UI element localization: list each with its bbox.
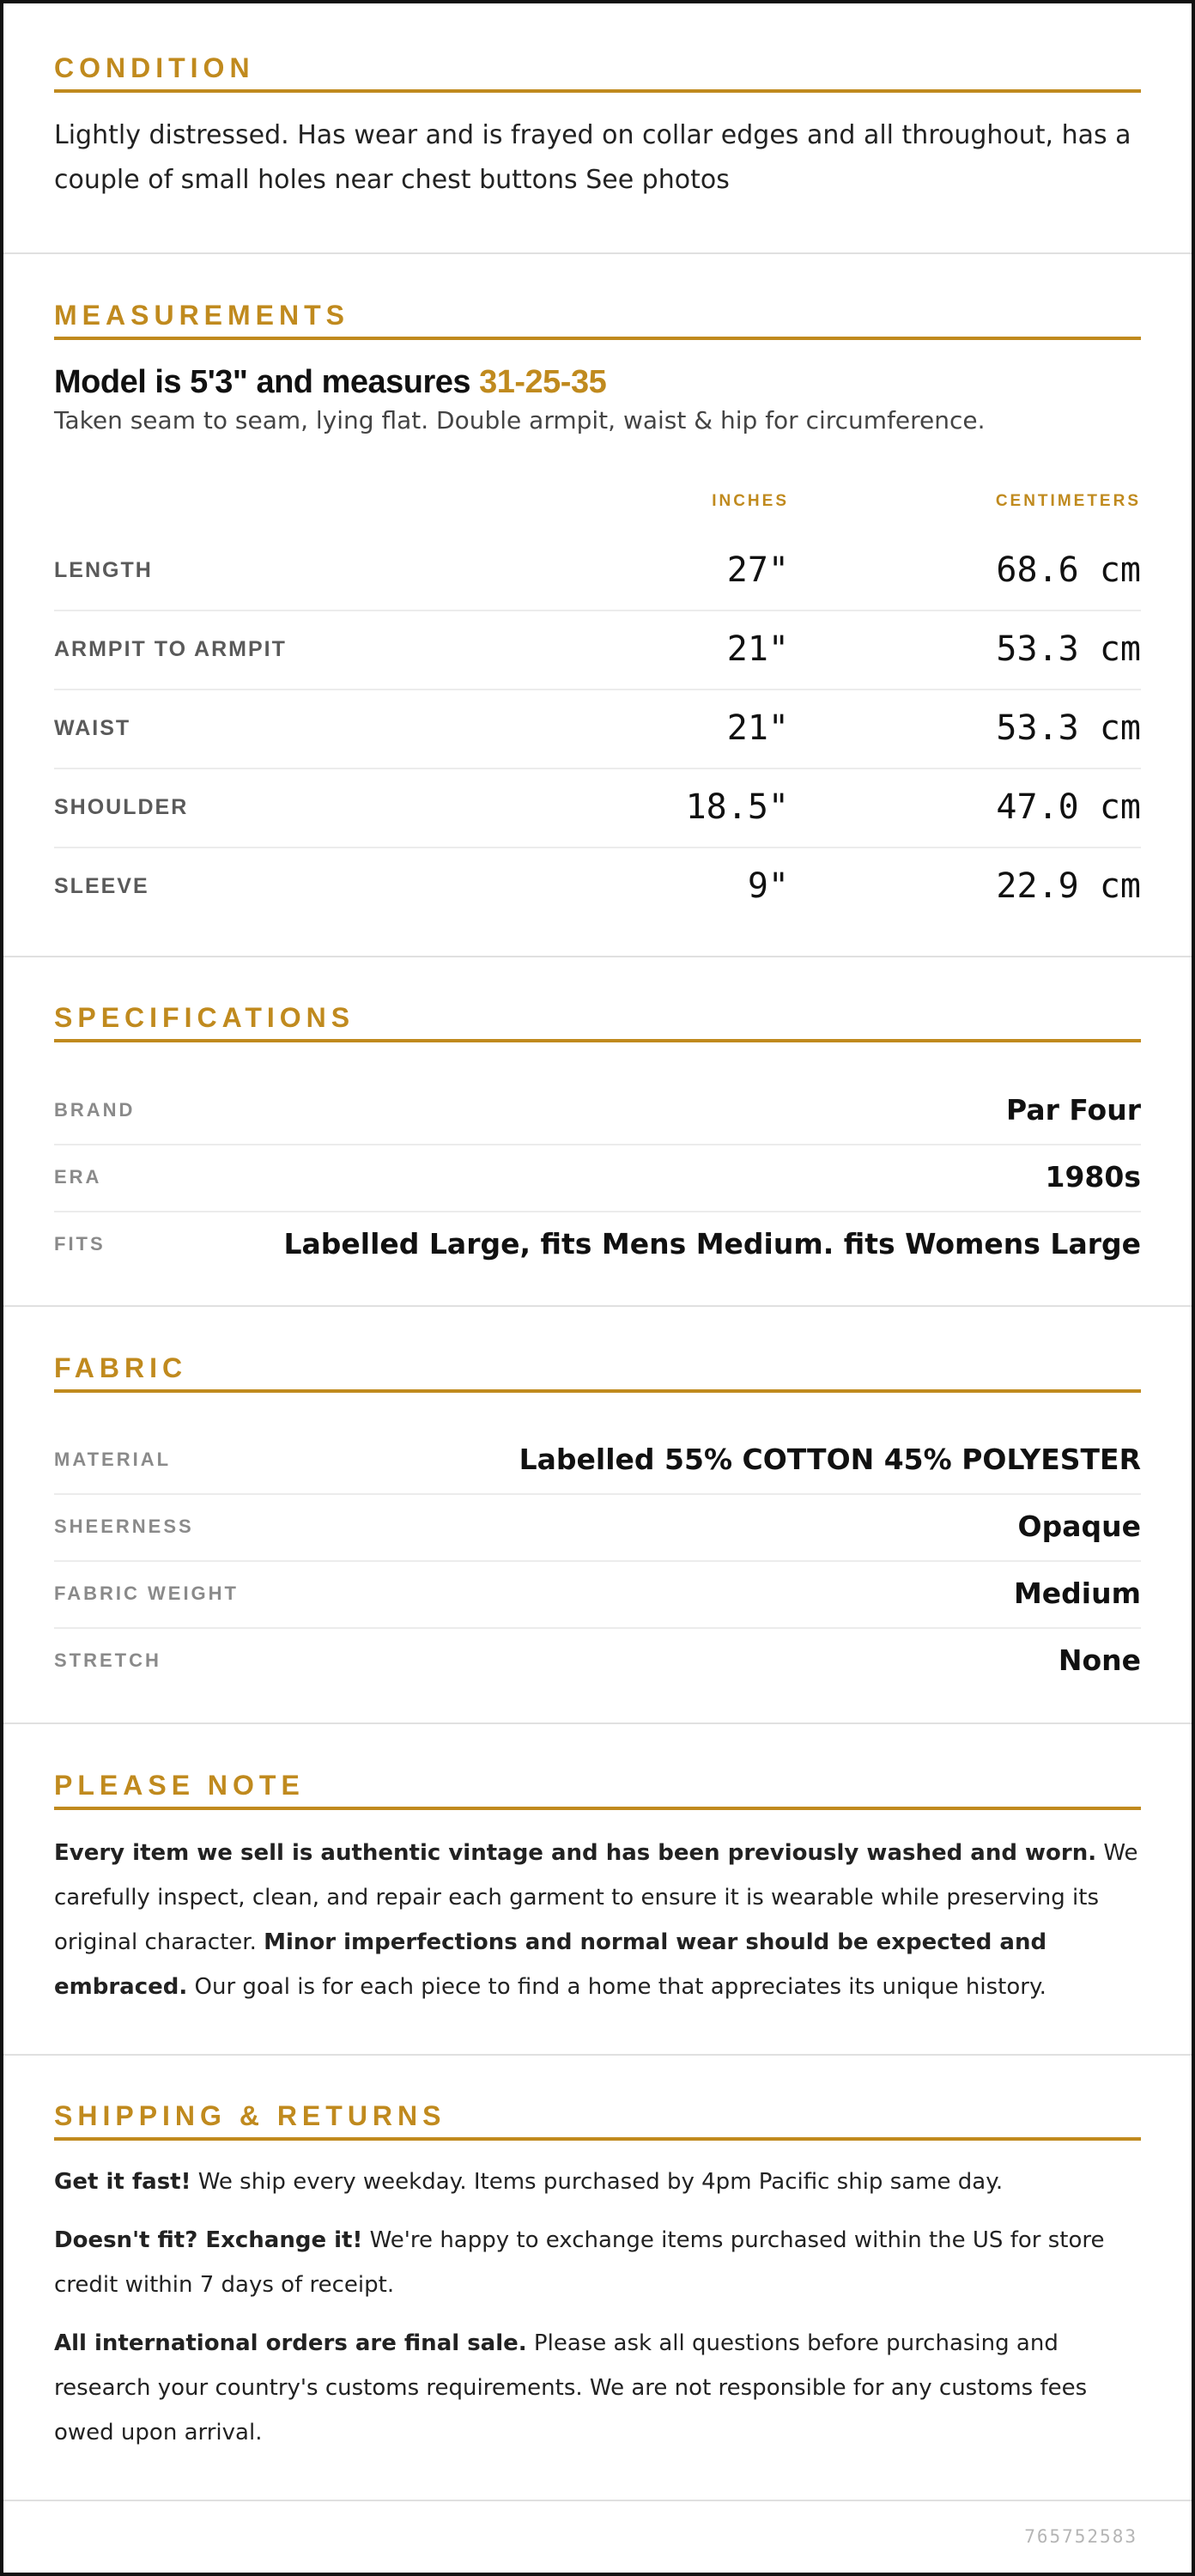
measurement-centimeters: 53.3 cm — [996, 708, 1141, 748]
spec-label: BRAND — [54, 1099, 136, 1121]
please-note-section — [3, 1764, 1192, 2009]
please-note-heading: PLEASE NOTE — [54, 1764, 1141, 1810]
measurement-inches: 18.5" — [685, 787, 789, 827]
fabric-value: Opaque — [1017, 1510, 1141, 1543]
model-measures: 31-25-35 — [479, 364, 607, 400]
measurement-inches: 9" — [747, 866, 789, 906]
spec-label: FITS — [54, 1233, 106, 1255]
please-note-text-2: Our goal is for each piece to find a home that appreciates its unique history. — [187, 1974, 1046, 2000]
measurement-inches: 27" — [726, 550, 789, 590]
fabric-value: None — [1058, 1643, 1141, 1677]
measurements-section — [3, 294, 1192, 434]
condition-heading: CONDITION — [54, 46, 1141, 93]
measurement-row-sleeve — [54, 847, 1141, 926]
fabric-row-sheerness — [54, 1493, 1141, 1562]
section-divider — [3, 956, 1192, 957]
spec-value: Labelled Large, fits Mens Medium. fits Womens Large — [283, 1227, 1141, 1261]
measurement-centimeters: 53.3 cm — [996, 629, 1141, 669]
fabric-heading: FABRIC — [54, 1346, 1141, 1393]
spec-value: Par Four — [1006, 1093, 1141, 1127]
measurement-label: ARMPIT TO ARMPIT — [54, 637, 287, 661]
measurements-note: Taken seam to seam, lying flat. Double armpit, waist & hip for circumference. — [54, 406, 986, 434]
measurement-inches: 21" — [726, 629, 789, 669]
spec-row-era — [54, 1144, 1141, 1212]
shipping-text-2: We're happy to exchange items purchased within the US for store credit within 7 days of receipt. — [54, 2227, 1105, 2298]
model-info — [54, 364, 1141, 401]
fabric-row-stretch — [54, 1627, 1141, 1694]
measurement-inches: 21" — [726, 708, 789, 748]
section-divider — [3, 1722, 1192, 1724]
section-divider — [3, 2500, 1192, 2501]
condition-section — [3, 46, 1192, 203]
fabric-label: MATERIAL — [54, 1449, 172, 1470]
shipping-heading: SHIPPING & RETURNS — [54, 2094, 1141, 2141]
fabric-row-material — [54, 1426, 1141, 1495]
please-note-text — [54, 1831, 1141, 2009]
shipping-bold-1: Get it fast! — [54, 2169, 191, 2195]
column-header-inches: INCHES — [712, 492, 789, 510]
please-note-bold-2: Minor imperfections and normal wear should be expected and embraced. — [54, 1929, 1047, 2000]
shipping-bold-2: Doesn't fit? Exchange it! — [54, 2227, 363, 2253]
section-divider — [3, 2054, 1192, 2056]
measurement-centimeters: 47.0 cm — [996, 787, 1141, 827]
fabric-label: SHEERNESS — [54, 1516, 194, 1537]
shipping-paragraph-1 — [54, 2160, 1141, 2204]
fabric-value: Medium — [1013, 1577, 1141, 1610]
shipping-section — [3, 2094, 1192, 2455]
column-header-centimeters: CENTIMETERS — [995, 492, 1141, 510]
spec-label: ERA — [54, 1166, 102, 1188]
measurement-centimeters: 68.6 cm — [996, 550, 1141, 590]
measurement-row-length — [54, 531, 1141, 611]
section-divider — [3, 1305, 1192, 1307]
spec-value: 1980s — [1045, 1160, 1141, 1194]
measurement-row-armpit — [54, 610, 1141, 690]
shipping-paragraph-3 — [54, 2321, 1141, 2455]
spec-row-fits — [54, 1211, 1141, 1278]
shipping-text-1: We ship every weekday. Items purchased by 4pm Pacific ship same day. — [191, 2169, 1004, 2195]
shipping-bold-3: All international orders are final sale. — [54, 2330, 527, 2356]
fabric-value: Labelled 55% COTTON 45% POLYESTER — [519, 1443, 1141, 1476]
measurement-label: SLEEVE — [54, 874, 149, 898]
measurement-row-shoulder — [54, 768, 1141, 848]
measurement-label: LENGTH — [54, 558, 153, 582]
fabric-row-weight — [54, 1560, 1141, 1629]
spec-row-brand — [54, 1077, 1141, 1145]
measurements-heading: MEASUREMENTS — [54, 294, 1141, 340]
measurement-label: SHOULDER — [54, 795, 189, 819]
measurement-label: WAIST — [54, 716, 131, 740]
specifications-heading: SPECIFICATIONS — [54, 996, 1141, 1042]
section-divider — [3, 252, 1192, 254]
measurement-row-waist — [54, 689, 1141, 769]
shipping-paragraph-2 — [54, 2218, 1141, 2307]
product-id: 765752583 — [1024, 2526, 1137, 2547]
model-info-prefix: Model is 5'3" and measures — [54, 364, 480, 400]
shipping-text-3: Please ask all questions before purchasing and research your country's customs requirements. We are not responsible for any customs fees owed upon arrival. — [54, 2330, 1088, 2445]
specifications-section — [3, 996, 1192, 1042]
condition-text: Lightly distressed. Has wear and is frayed on collar edges and all throughout, has a couple of small holes near chest buttons See photos — [54, 120, 1131, 195]
please-note-text-1: We carefully inspect, clean, and repair each garment to ensure it is wearable while preserving its original character. — [54, 1840, 1138, 1955]
fabric-label: FABRIC WEIGHT — [54, 1583, 239, 1604]
fabric-section — [3, 1346, 1192, 1393]
please-note-bold-1: Every item we sell is authentic vintage and has been previously washed and worn. — [54, 1840, 1097, 1866]
fabric-label: STRETCH — [54, 1649, 161, 1671]
measurement-centimeters: 22.9 cm — [996, 866, 1141, 906]
